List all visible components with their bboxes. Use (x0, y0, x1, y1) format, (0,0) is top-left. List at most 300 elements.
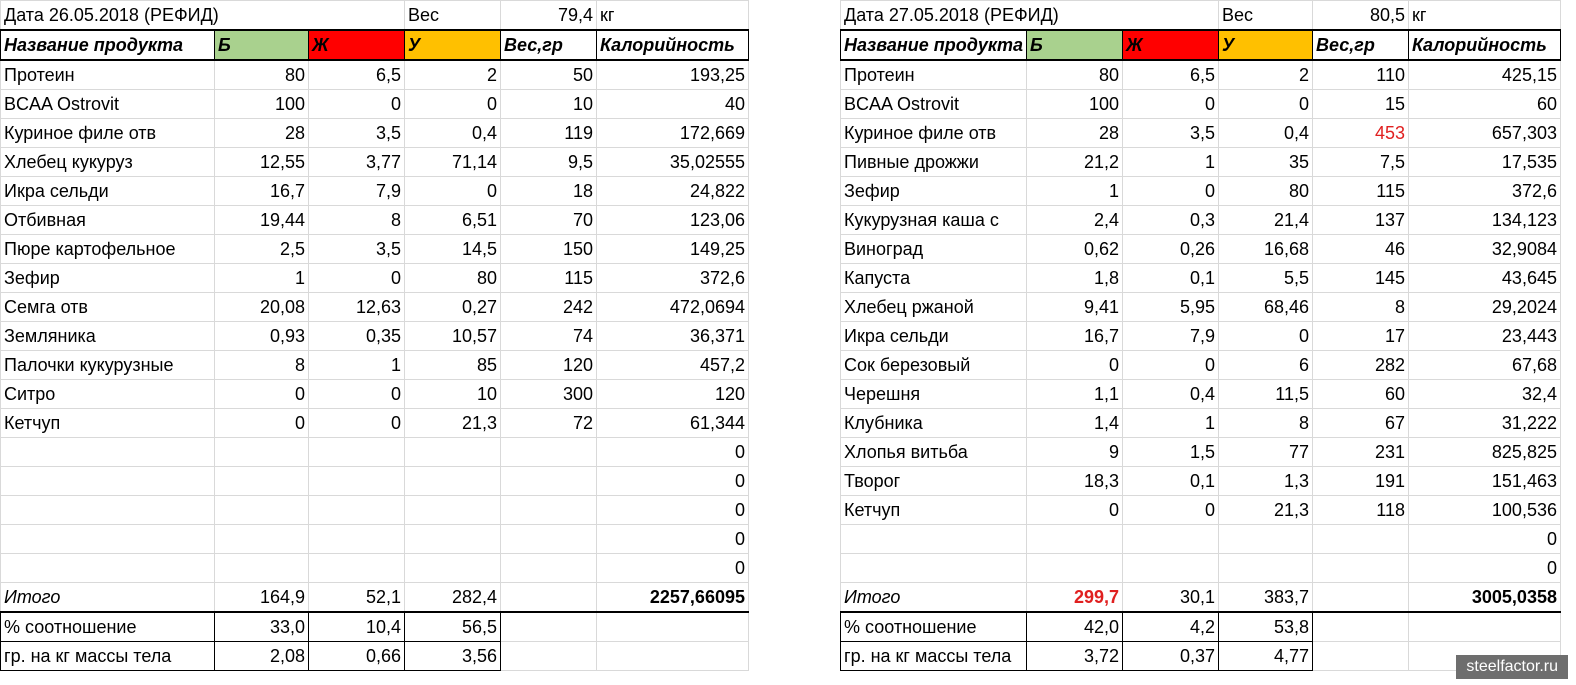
carbs-cell[interactable]: 2 (1218, 60, 1312, 90)
weight-cell[interactable]: 15 (1312, 90, 1408, 119)
calories-cell[interactable]: 40 (597, 90, 749, 119)
protein-cell[interactable]: 0,62 (1026, 235, 1122, 264)
ratio-row-label[interactable]: % соотношение (841, 612, 1027, 642)
product-name[interactable] (1, 467, 215, 496)
per-kg-row (1, 642, 749, 671)
weight-cell[interactable]: 231 (1312, 438, 1408, 467)
weight-cell[interactable]: 74 (501, 322, 597, 351)
product-name[interactable]: Хлопья витьба (841, 438, 1027, 467)
fat-cell[interactable]: 1 (1122, 409, 1218, 438)
table-row (841, 235, 1561, 264)
header-weight[interactable]: Вес,гр (501, 30, 597, 60)
calories-cell[interactable]: 0 (1408, 554, 1560, 583)
carbs-cell[interactable]: 68,46 (1218, 293, 1312, 322)
total-row (1, 583, 749, 613)
product-name[interactable] (1, 438, 215, 467)
weight-cell[interactable]: 60 (1312, 380, 1408, 409)
fat-cell[interactable]: 0 (309, 264, 405, 293)
protein-cell[interactable] (215, 467, 309, 496)
protein-cell[interactable]: 16,7 (1026, 322, 1122, 351)
table-row (1, 554, 749, 583)
calories-cell[interactable]: 36,371 (597, 322, 749, 351)
product-name[interactable]: Протеин (841, 60, 1027, 90)
carbs-cell[interactable]: 5,5 (1218, 264, 1312, 293)
fat-cell[interactable]: 0,26 (1122, 235, 1218, 264)
empty-cell[interactable] (1408, 612, 1560, 642)
weight-cell[interactable]: 150 (501, 235, 597, 264)
calories-cell[interactable]: 43,645 (1408, 264, 1560, 293)
calories-cell[interactable]: 67,68 (1408, 351, 1560, 380)
protein-cell[interactable]: 20,08 (215, 293, 309, 322)
weight-cell[interactable]: 119 (501, 119, 597, 148)
fat-cell[interactable]: 0,4 (1122, 380, 1218, 409)
calories-cell[interactable]: 149,25 (597, 235, 749, 264)
table-row (1, 177, 749, 206)
carbs-cell[interactable]: 8 (1218, 409, 1312, 438)
weight-cell[interactable]: 137 (1312, 206, 1408, 235)
carbs-cell[interactable]: 2 (405, 60, 501, 90)
weight-cell[interactable]: 120 (501, 351, 597, 380)
table-row (1, 206, 749, 235)
total-label[interactable]: Итого (841, 583, 1027, 613)
weight-cell[interactable]: 72 (501, 409, 597, 438)
protein-cell[interactable]: 1,8 (1026, 264, 1122, 293)
weight-cell[interactable]: 9,5 (501, 148, 597, 177)
header-carbs[interactable]: У (1218, 30, 1312, 60)
table-row (841, 90, 1561, 119)
carbs-cell[interactable]: 0 (405, 90, 501, 119)
product-name[interactable]: Семга отв (1, 293, 215, 322)
weight-label[interactable]: Вес (1218, 1, 1312, 31)
product-name[interactable]: Хлебец кукуруз (1, 148, 215, 177)
fat-cell[interactable]: 0 (1122, 177, 1218, 206)
fat-cell[interactable]: 0,1 (1122, 264, 1218, 293)
weight-label[interactable]: Вес (405, 1, 501, 31)
carbs-cell[interactable]: 14,5 (405, 235, 501, 264)
total-fat[interactable]: 52,1 (309, 583, 405, 613)
product-name[interactable] (1, 525, 215, 554)
protein-cell[interactable]: 0,93 (215, 322, 309, 351)
carbs-cell[interactable]: 1,3 (1218, 467, 1312, 496)
weight-cell[interactable] (501, 554, 597, 583)
weight-cell[interactable]: 17 (1312, 322, 1408, 351)
protein-cell[interactable]: 28 (215, 119, 309, 148)
table-row (1, 496, 749, 525)
protein-cell[interactable]: 21,2 (1026, 148, 1122, 177)
protein-cell[interactable]: 28 (1026, 119, 1122, 148)
calories-cell[interactable]: 657,303 (1408, 119, 1560, 148)
table-row (841, 409, 1561, 438)
header-protein[interactable]: Б (215, 30, 309, 60)
product-name[interactable]: Отбивная (1, 206, 215, 235)
fat-cell[interactable]: 6,5 (1122, 60, 1218, 90)
fat-cell[interactable] (309, 496, 405, 525)
header-calories[interactable]: Калорийность (597, 30, 749, 60)
protein-cell[interactable]: 1 (1026, 177, 1122, 206)
per-kg-row-label[interactable]: гр. на кг массы тела (841, 642, 1027, 671)
total-weight[interactable] (501, 583, 597, 613)
carbs-cell[interactable]: 35 (1218, 148, 1312, 177)
product-name[interactable]: Пивные дрожжи (841, 148, 1027, 177)
weight-cell[interactable] (1312, 525, 1408, 554)
protein-cell[interactable]: 12,55 (215, 148, 309, 177)
fat-cell[interactable]: 0,3 (1122, 206, 1218, 235)
calories-cell[interactable]: 61,344 (597, 409, 749, 438)
calories-cell[interactable]: 35,02555 (597, 148, 749, 177)
table-row (1, 351, 749, 380)
carbs-cell[interactable] (405, 438, 501, 467)
fat-cell[interactable]: 0,1 (1122, 467, 1218, 496)
header-product[interactable]: Название продукта (841, 30, 1027, 60)
calories-cell[interactable]: 0 (597, 554, 749, 583)
per-kg-row (841, 642, 1561, 671)
weight-value[interactable]: 80,5 (1312, 1, 1408, 31)
weight-cell[interactable]: 145 (1312, 264, 1408, 293)
calories-cell[interactable]: 32,9084 (1408, 235, 1560, 264)
calories-cell[interactable]: 0 (597, 525, 749, 554)
protein-cell[interactable]: 19,44 (215, 206, 309, 235)
table-row (1, 467, 749, 496)
protein-cell[interactable]: 2,4 (1026, 206, 1122, 235)
calories-cell[interactable]: 31,222 (1408, 409, 1560, 438)
carbs-cell[interactable]: 21,3 (1218, 496, 1312, 525)
header-weight[interactable]: Вес,гр (1312, 30, 1408, 60)
carbs-cell[interactable]: 0 (405, 177, 501, 206)
protein-cell[interactable] (215, 438, 309, 467)
weight-value[interactable]: 79,4 (501, 1, 597, 31)
carbs-cell[interactable]: 10,57 (405, 322, 501, 351)
per-kg-row-fat[interactable]: 0,37 (1122, 642, 1218, 671)
per-kg-row-carbs[interactable]: 3,56 (405, 642, 501, 671)
table-row (841, 322, 1561, 351)
protein-cell[interactable] (215, 554, 309, 583)
protein-cell[interactable] (1026, 554, 1122, 583)
per-kg-row-protein[interactable]: 2,08 (215, 642, 309, 671)
carbs-cell[interactable]: 80 (405, 264, 501, 293)
product-name[interactable]: Кукурузная каша с (841, 206, 1027, 235)
calories-cell[interactable]: 0 (597, 467, 749, 496)
product-name[interactable] (841, 525, 1027, 554)
carbs-cell[interactable]: 77 (1218, 438, 1312, 467)
weight-cell[interactable]: 118 (1312, 496, 1408, 525)
product-name[interactable]: Палочки кукурузные (1, 351, 215, 380)
fat-cell[interactable] (1122, 525, 1218, 554)
carbs-cell[interactable]: 6 (1218, 351, 1312, 380)
per-kg-row-fat[interactable]: 0,66 (309, 642, 405, 671)
fat-cell[interactable]: 6,5 (309, 60, 405, 90)
protein-cell[interactable]: 9 (1026, 438, 1122, 467)
weight-cell[interactable]: 46 (1312, 235, 1408, 264)
fat-cell[interactable]: 3,5 (309, 119, 405, 148)
carbs-cell[interactable]: 85 (405, 351, 501, 380)
ratio-row-fat[interactable]: 10,4 (309, 612, 405, 642)
calories-cell[interactable]: 120 (597, 380, 749, 409)
calories-cell[interactable]: 457,2 (597, 351, 749, 380)
weight-cell[interactable]: 115 (1312, 177, 1408, 206)
table-row (841, 438, 1561, 467)
total-protein[interactable]: 299,7 (1026, 583, 1122, 613)
protein-cell[interactable]: 80 (215, 60, 309, 90)
fat-cell[interactable]: 0 (309, 380, 405, 409)
protein-cell[interactable]: 0 (215, 380, 309, 409)
date-label[interactable]: Дата 26.05.2018 (РЕФИД) (1, 1, 405, 31)
product-name[interactable]: Виноград (841, 235, 1027, 264)
header-carbs[interactable]: У (405, 30, 501, 60)
carbs-cell[interactable]: 21,4 (1218, 206, 1312, 235)
product-name[interactable]: Кетчуп (1, 409, 215, 438)
weight-cell[interactable] (501, 438, 597, 467)
weight-cell[interactable]: 18 (501, 177, 597, 206)
weight-cell[interactable]: 115 (501, 264, 597, 293)
calories-cell[interactable]: 100,536 (1408, 496, 1560, 525)
ratio-row (1, 612, 749, 642)
weight-cell[interactable]: 67 (1312, 409, 1408, 438)
weight-cell[interactable]: 10 (501, 90, 597, 119)
protein-cell[interactable]: 80 (1026, 60, 1122, 90)
table-row (1, 119, 749, 148)
fat-cell[interactable]: 3,77 (309, 148, 405, 177)
weight-cell[interactable]: 242 (501, 293, 597, 322)
product-name[interactable] (1, 496, 215, 525)
fat-cell[interactable]: 7,9 (1122, 322, 1218, 351)
calories-cell[interactable]: 29,2024 (1408, 293, 1560, 322)
protein-cell[interactable] (215, 525, 309, 554)
carbs-cell[interactable] (1218, 554, 1312, 583)
weight-cell[interactable]: 191 (1312, 467, 1408, 496)
total-calories[interactable]: 2257,66095 (597, 583, 749, 613)
protein-cell[interactable]: 16,7 (215, 177, 309, 206)
weight-cell[interactable]: 50 (501, 60, 597, 90)
product-name[interactable] (841, 554, 1027, 583)
product-name[interactable] (1, 554, 215, 583)
per-kg-row-protein[interactable]: 3,72 (1026, 642, 1122, 671)
ratio-row-protein[interactable]: 33,0 (215, 612, 309, 642)
protein-cell[interactable] (1026, 525, 1122, 554)
fat-cell[interactable]: 1 (1122, 148, 1218, 177)
fat-cell[interactable] (309, 554, 405, 583)
calories-cell[interactable]: 60 (1408, 90, 1560, 119)
product-name[interactable]: Кетчуп (841, 496, 1027, 525)
product-name[interactable]: Куриное филе отв (1, 119, 215, 148)
right-day-table (840, 0, 1561, 671)
product-name[interactable]: Капуста (841, 264, 1027, 293)
product-name[interactable]: Земляника (1, 322, 215, 351)
total-fat[interactable]: 30,1 (1122, 583, 1218, 613)
empty-cell[interactable] (597, 612, 749, 642)
carbs-cell[interactable]: 6,51 (405, 206, 501, 235)
carbs-cell[interactable]: 11,5 (1218, 380, 1312, 409)
carbs-cell[interactable]: 0 (1218, 90, 1312, 119)
empty-cell[interactable] (1312, 612, 1408, 642)
calories-cell[interactable]: 372,6 (1408, 177, 1560, 206)
protein-cell[interactable]: 1,1 (1026, 380, 1122, 409)
protein-cell[interactable]: 1,4 (1026, 409, 1122, 438)
carbs-cell[interactable]: 71,14 (405, 148, 501, 177)
fat-cell[interactable] (309, 525, 405, 554)
calories-cell[interactable]: 123,06 (597, 206, 749, 235)
ratio-row (841, 612, 1561, 642)
header-fat[interactable]: Ж (309, 30, 405, 60)
product-name[interactable]: Клубника (841, 409, 1027, 438)
weight-cell[interactable]: 110 (1312, 60, 1408, 90)
empty-cell[interactable] (501, 612, 597, 642)
carbs-cell[interactable]: 0,4 (405, 119, 501, 148)
empty-cell[interactable] (1312, 642, 1408, 671)
fat-cell[interactable] (1122, 554, 1218, 583)
product-name[interactable]: Икра сельди (841, 322, 1027, 351)
product-name[interactable]: Творог (841, 467, 1027, 496)
calories-cell[interactable]: 472,0694 (597, 293, 749, 322)
product-name[interactable]: Икра сельди (1, 177, 215, 206)
carbs-cell[interactable] (405, 554, 501, 583)
calories-cell[interactable]: 24,822 (597, 177, 749, 206)
product-name[interactable]: Ситро (1, 380, 215, 409)
fat-cell[interactable]: 0 (1122, 496, 1218, 525)
header-fat[interactable]: Ж (1122, 30, 1218, 60)
protein-cell[interactable]: 1 (215, 264, 309, 293)
carbs-cell[interactable] (405, 467, 501, 496)
carbs-cell[interactable]: 0,4 (1218, 119, 1312, 148)
calories-cell[interactable]: 0 (597, 438, 749, 467)
total-carbs[interactable]: 282,4 (405, 583, 501, 613)
product-name[interactable]: BCAA Ostrovit (1, 90, 215, 119)
weight-cell[interactable]: 7,5 (1312, 148, 1408, 177)
product-name[interactable]: Пюре картофельное (1, 235, 215, 264)
total-carbs[interactable]: 383,7 (1218, 583, 1312, 613)
protein-cell[interactable]: 100 (215, 90, 309, 119)
table-row (1, 264, 749, 293)
weight-cell[interactable]: 70 (501, 206, 597, 235)
protein-cell[interactable]: 2,5 (215, 235, 309, 264)
product-name[interactable]: Зефир (1, 264, 215, 293)
calories-cell[interactable]: 23,443 (1408, 322, 1560, 351)
ratio-row-label[interactable]: % соотношение (1, 612, 215, 642)
calories-cell[interactable]: 172,669 (597, 119, 749, 148)
carbs-cell[interactable] (1218, 525, 1312, 554)
carbs-cell[interactable]: 80 (1218, 177, 1312, 206)
table-row (841, 177, 1561, 206)
fat-cell[interactable]: 1 (309, 351, 405, 380)
fat-cell[interactable]: 0 (1122, 351, 1218, 380)
product-name[interactable]: BCAA Ostrovit (841, 90, 1027, 119)
fat-cell[interactable]: 3,5 (1122, 119, 1218, 148)
fat-cell[interactable]: 0 (309, 409, 405, 438)
calories-cell[interactable]: 134,123 (1408, 206, 1560, 235)
weight-cell[interactable]: 282 (1312, 351, 1408, 380)
table-row (841, 148, 1561, 177)
protein-cell[interactable]: 18,3 (1026, 467, 1122, 496)
ratio-row-fat[interactable]: 4,2 (1122, 612, 1218, 642)
product-name[interactable]: Сок березовый (841, 351, 1027, 380)
weight-cell[interactable]: 8 (1312, 293, 1408, 322)
date-label[interactable]: Дата 27.05.2018 (РЕФИД) (841, 1, 1219, 31)
carbs-cell[interactable]: 21,3 (405, 409, 501, 438)
protein-cell[interactable]: 0 (1026, 351, 1122, 380)
table-row (1, 322, 749, 351)
fat-cell[interactable]: 3,5 (309, 235, 405, 264)
table-row (841, 293, 1561, 322)
table-row (841, 554, 1561, 583)
carbs-cell[interactable] (405, 496, 501, 525)
calories-cell[interactable]: 0 (1408, 525, 1560, 554)
fat-cell[interactable]: 7,9 (309, 177, 405, 206)
per-kg-row-label[interactable]: гр. на кг массы тела (1, 642, 215, 671)
calories-cell[interactable]: 372,6 (597, 264, 749, 293)
fat-cell[interactable]: 8 (309, 206, 405, 235)
weight-cell[interactable] (1312, 554, 1408, 583)
fat-cell[interactable]: 12,63 (309, 293, 405, 322)
calories-cell[interactable]: 0 (597, 496, 749, 525)
calories-cell[interactable]: 825,825 (1408, 438, 1560, 467)
fat-cell[interactable] (309, 467, 405, 496)
product-name[interactable]: Зефир (841, 177, 1027, 206)
carbs-cell[interactable]: 16,68 (1218, 235, 1312, 264)
calories-cell[interactable]: 425,15 (1408, 60, 1560, 90)
total-calories[interactable]: 3005,0358 (1408, 583, 1560, 613)
fat-cell[interactable]: 0 (1122, 90, 1218, 119)
weight-unit[interactable]: кг (597, 1, 749, 31)
header-row (1, 30, 749, 60)
empty-cell[interactable] (597, 642, 749, 671)
calories-cell[interactable]: 17,535 (1408, 148, 1560, 177)
calories-cell[interactable]: 32,4 (1408, 380, 1560, 409)
ratio-row-carbs[interactable]: 56,5 (405, 612, 501, 642)
protein-cell[interactable]: 8 (215, 351, 309, 380)
table-row (841, 467, 1561, 496)
weight-cell[interactable] (501, 525, 597, 554)
fat-cell[interactable]: 5,95 (1122, 293, 1218, 322)
product-name[interactable]: Черешня (841, 380, 1027, 409)
protein-cell[interactable]: 0 (215, 409, 309, 438)
weight-unit[interactable]: кг (1408, 1, 1560, 31)
watermark: steelfactor.ru (1456, 655, 1568, 679)
carbs-cell[interactable] (405, 525, 501, 554)
carbs-cell[interactable]: 0 (1218, 322, 1312, 351)
total-label[interactable]: Итого (1, 583, 215, 613)
table-row (1, 293, 749, 322)
product-name[interactable]: Хлебец ржаной (841, 293, 1027, 322)
weight-cell[interactable]: 300 (501, 380, 597, 409)
product-name[interactable]: Протеин (1, 60, 215, 90)
calories-cell[interactable]: 151,463 (1408, 467, 1560, 496)
ratio-row-carbs[interactable]: 53,8 (1218, 612, 1312, 642)
total-weight[interactable] (1312, 583, 1408, 613)
ratio-row-protein[interactable]: 42,0 (1026, 612, 1122, 642)
product-name[interactable]: Куриное филе отв (841, 119, 1027, 148)
protein-cell[interactable]: 0 (1026, 496, 1122, 525)
weight-cell[interactable] (501, 496, 597, 525)
protein-cell[interactable] (215, 496, 309, 525)
weight-cell[interactable]: 453 (1312, 119, 1408, 148)
fat-cell[interactable]: 1,5 (1122, 438, 1218, 467)
weight-cell[interactable] (501, 467, 597, 496)
total-protein[interactable]: 164,9 (215, 583, 309, 613)
table-row (841, 119, 1561, 148)
header-product[interactable]: Название продукта (1, 30, 215, 60)
header-protein[interactable]: Б (1026, 30, 1122, 60)
calories-cell[interactable]: 193,25 (597, 60, 749, 90)
protein-cell[interactable]: 9,41 (1026, 293, 1122, 322)
fat-cell[interactable]: 0 (309, 90, 405, 119)
fat-cell[interactable]: 0,35 (309, 322, 405, 351)
per-kg-row-carbs[interactable]: 4,77 (1218, 642, 1312, 671)
carbs-cell[interactable]: 0,27 (405, 293, 501, 322)
protein-cell[interactable]: 100 (1026, 90, 1122, 119)
header-calories[interactable]: Калорийность (1408, 30, 1560, 60)
empty-cell[interactable] (501, 642, 597, 671)
fat-cell[interactable] (309, 438, 405, 467)
carbs-cell[interactable]: 10 (405, 380, 501, 409)
